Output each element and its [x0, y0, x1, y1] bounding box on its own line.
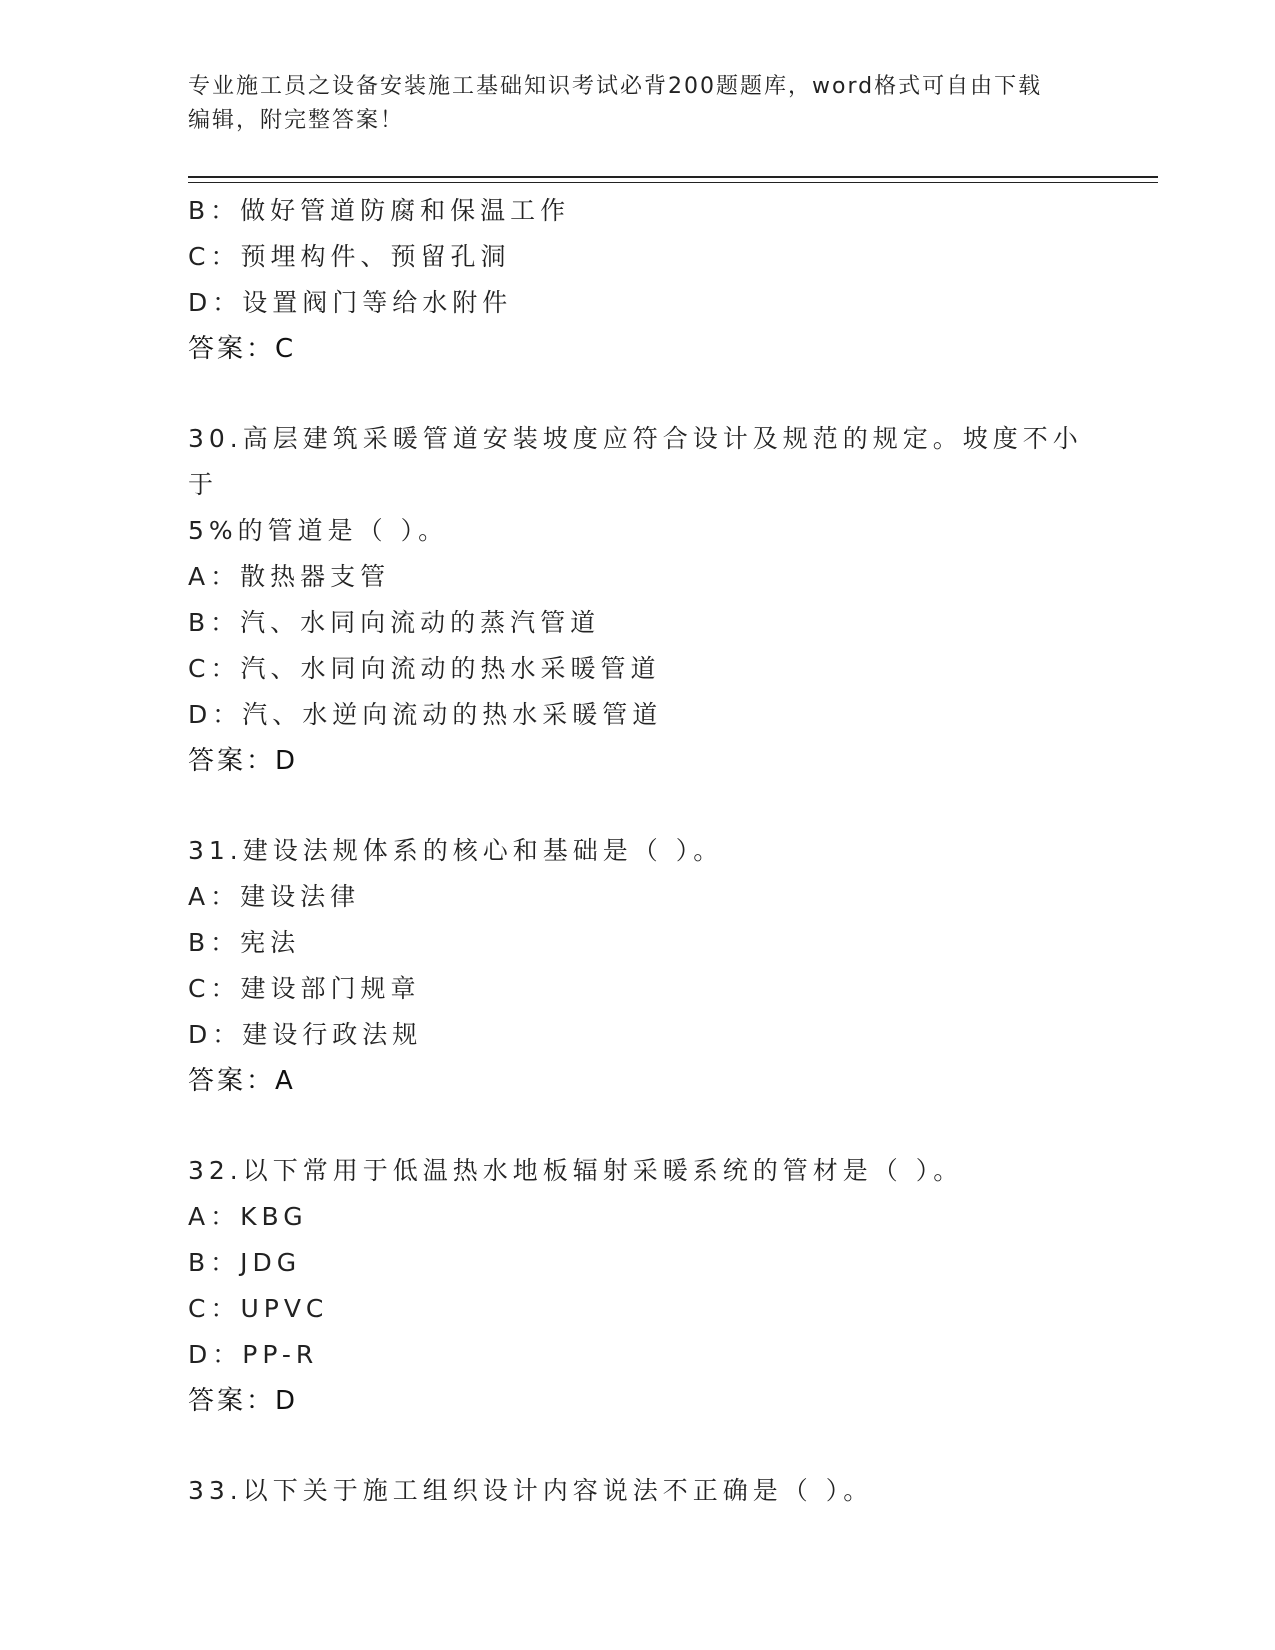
question-stem-line-1: 30.高层建筑采暖管道安装坡度应符合设计及规范的规定。坡度不小于	[188, 424, 1083, 499]
header-divider-thin	[188, 182, 1158, 183]
option-d: D：汽、水逆向流动的热水采暖管道	[188, 700, 663, 729]
option-c: C：建设部门规章	[188, 974, 421, 1003]
option-a: A：建设法律	[188, 882, 361, 911]
spacer	[188, 372, 1088, 416]
header-line-1: 专业施工员之设备安装施工基础知识考试必背200题题库，word格式可自由下载	[188, 74, 1043, 99]
answer-line: 答案：D	[188, 1386, 299, 1416]
question-stem-line-1: 32.以下常用于低温热水地板辐射采暖系统的管材是（ ）。	[188, 1156, 964, 1185]
question-block-prev	[188, 188, 1088, 372]
spacer	[188, 1424, 1088, 1468]
question-stem-line-2: 5%的管道是（ ）。	[188, 516, 449, 545]
question-list	[188, 188, 1088, 1514]
option-c: C：UPVC	[188, 1294, 329, 1323]
option-b: B：JDG	[188, 1248, 302, 1277]
option-d: D：PP-R	[188, 1340, 319, 1369]
document-header	[188, 70, 1088, 138]
answer-line: 答案：A	[188, 1066, 296, 1096]
spacer	[188, 1104, 1088, 1148]
spacer	[188, 784, 1088, 828]
answer-line: 答案：C	[188, 334, 297, 364]
question-block-31	[188, 828, 1088, 1104]
header-line-2: 编辑，附完整答案！	[188, 108, 405, 133]
option-b: B：宪法	[188, 928, 301, 957]
question-stem-line-1: 33.以下关于施工组织设计内容说法不正确是（ ）。	[188, 1476, 874, 1505]
question-block-32	[188, 1148, 1088, 1424]
option-a: A：KBG	[188, 1202, 308, 1231]
option-b: B：汽、水同向流动的蒸汽管道	[188, 608, 601, 637]
option-d: D：设置阀门等给水附件	[188, 288, 513, 317]
option-a: A：散热器支管	[188, 562, 391, 591]
option-c: C：汽、水同向流动的热水采暖管道	[188, 654, 661, 683]
answer-line: 答案：D	[188, 746, 299, 776]
header-divider-thick	[188, 176, 1158, 178]
option-d: D：建设行政法规	[188, 1020, 423, 1049]
option-c: C：预埋构件、预留孔洞	[188, 242, 511, 271]
question-stem-line-1: 31.建设法规体系的核心和基础是（ ）。	[188, 836, 724, 865]
question-block-33	[188, 1468, 1088, 1514]
question-block-30	[188, 416, 1088, 784]
option-b: B：做好管道防腐和保温工作	[188, 196, 571, 225]
